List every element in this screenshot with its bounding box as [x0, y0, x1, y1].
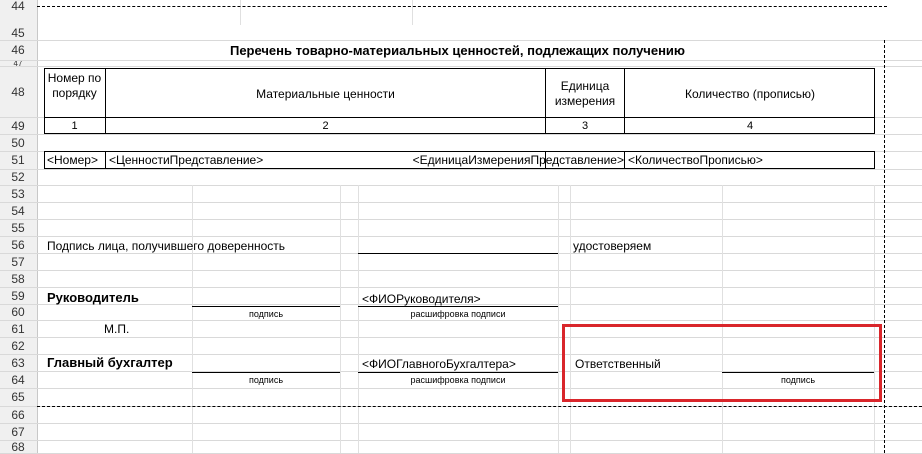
row-number[interactable]: 62	[11, 338, 25, 353]
grid-line	[0, 440, 922, 441]
grid-line	[0, 134, 922, 135]
page-break-line-bottom	[37, 406, 922, 407]
accountant-name[interactable]: <ФИОГлавногоБухгалтера>	[362, 357, 516, 371]
signature-caption: подпись	[248, 309, 284, 319]
page-break-vertical	[884, 40, 885, 453]
header-values: Материальные ценности	[256, 87, 395, 101]
grid-line	[0, 185, 922, 186]
grid-line	[722, 185, 723, 453]
grid-line	[240, 0, 241, 25]
grid-line	[0, 60, 922, 61]
row-number[interactable]: 53	[11, 186, 25, 201]
col-number-3: 3	[581, 120, 589, 132]
row-number[interactable]: 56	[11, 237, 25, 252]
row-number[interactable]: 67	[11, 424, 25, 439]
director-name-line	[358, 306, 558, 307]
row-number[interactable]: 68	[11, 439, 25, 454]
table-divider	[624, 151, 625, 169]
row-number[interactable]: 55	[11, 220, 25, 235]
row-number[interactable]: 63	[11, 355, 25, 370]
accountant-name-line	[358, 372, 558, 373]
row-number[interactable]: 46	[11, 43, 25, 57]
grid-line	[0, 423, 922, 424]
grid-line	[0, 66, 922, 67]
grid-line	[412, 0, 413, 25]
recipient-signature-line	[358, 253, 558, 254]
col-number-4: 4	[746, 120, 754, 132]
grid-line	[0, 236, 922, 237]
row-number[interactable]: 59	[11, 288, 25, 303]
grid-line	[874, 185, 875, 453]
grid-line	[0, 40, 922, 41]
director-label: Руководитель	[47, 290, 139, 305]
highlight-box	[562, 324, 882, 402]
grid-line	[0, 270, 922, 271]
stamp-label: М.П.	[104, 322, 130, 336]
grid-line	[558, 185, 559, 453]
header-quantity: Количество (прописью)	[684, 87, 816, 101]
row-number[interactable]: 52	[11, 170, 25, 184]
row-number[interactable]: 60	[11, 305, 25, 319]
table-divider	[105, 151, 106, 169]
page-break-line	[37, 6, 887, 7]
accountant-signature-line	[192, 372, 340, 373]
cell-values[interactable]: <ЦенностиПредставление>	[109, 153, 264, 167]
col-number-1: 1	[71, 120, 78, 132]
grid-line	[570, 185, 571, 453]
row-number[interactable]: 45	[11, 25, 25, 40]
header-number: Номер по порядку	[47, 71, 102, 100]
decoding-caption: расшифровка подписи	[410, 309, 506, 319]
row-number: 44	[11, 0, 25, 13]
grid-line	[0, 202, 922, 203]
signature-caption: подпись	[248, 375, 284, 385]
page-title: Перечень товарно-материальных ценностей, подлежащих получению	[229, 43, 686, 58]
row-number[interactable]: 61	[11, 321, 25, 336]
certify-label: удостоверяем	[573, 239, 652, 253]
director-name[interactable]: <ФИОРуководителя>	[362, 292, 481, 306]
row-number[interactable]: 47	[13, 59, 23, 68]
grid-line	[0, 219, 922, 220]
row-number[interactable]: 66	[11, 407, 25, 422]
row-number[interactable]: 48	[11, 84, 25, 99]
responsible-signature-caption: подпись	[780, 375, 816, 385]
row-number[interactable]: 58	[11, 271, 25, 286]
cell-unit[interactable]: <ЕдиницаИзмеренияПредставление>	[412, 153, 624, 167]
responsible-label: Ответственный	[575, 357, 661, 371]
decoding-caption: расшифровка подписи	[410, 375, 506, 385]
grid-line	[0, 169, 922, 170]
grid-line	[0, 287, 922, 288]
cell-quantity[interactable]: <КоличествоПрописью>	[628, 153, 763, 167]
row-number[interactable]: 54	[11, 203, 25, 218]
grid-line	[358, 185, 359, 453]
row-number[interactable]: 57	[11, 254, 25, 269]
grid-line	[0, 320, 922, 321]
row-number[interactable]: 51	[11, 153, 25, 167]
cell-number[interactable]: <Номер>	[47, 153, 98, 167]
accountant-label: Главный бухгалтер	[47, 355, 173, 370]
row-number[interactable]: 65	[11, 390, 25, 404]
recipient-signature-label: Подпись лица, получившего доверенность	[47, 239, 286, 253]
table-divider	[44, 117, 875, 118]
header-unit: Единица измерения	[554, 79, 616, 108]
row-number[interactable]: 64	[11, 372, 25, 387]
row-number[interactable]: 49	[11, 118, 25, 133]
director-signature-line	[192, 306, 340, 307]
grid-line	[340, 185, 341, 453]
col-number-2: 2	[322, 120, 329, 132]
grid-line	[192, 185, 193, 453]
row-number[interactable]: 50	[11, 135, 25, 150]
